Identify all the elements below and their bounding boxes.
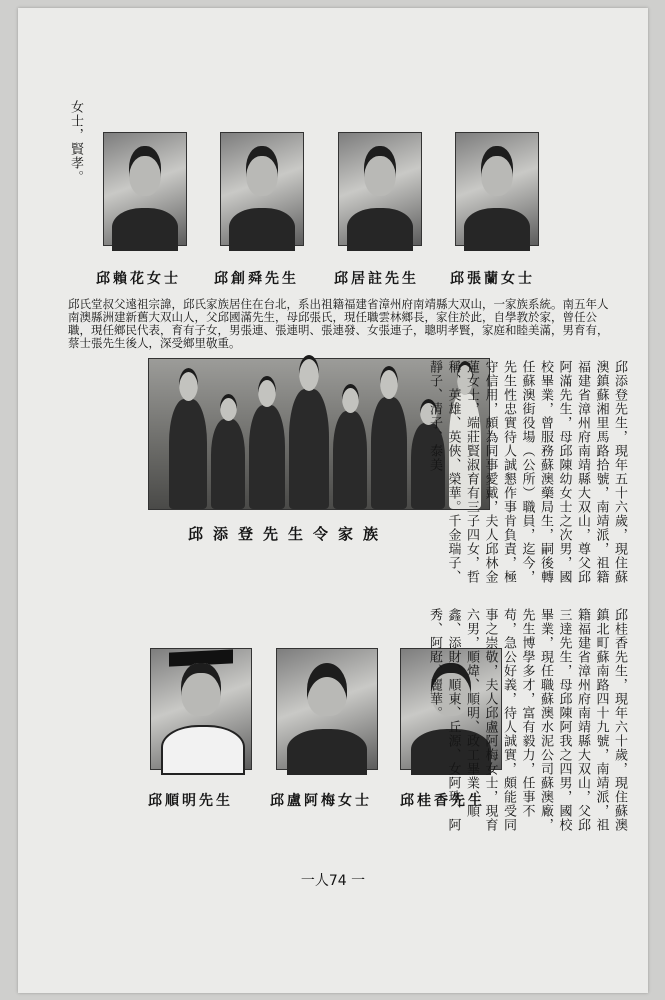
family-caption: 邱添登先生令家族 [188,525,389,543]
portrait-chuang-shun [220,132,304,246]
gui-biography: 邱桂香先生，現年六十歲，現住蘇澳鎮北町蘇南路四十九號，南靖派，祖籍福建省漳州府南靖縣大双山，父邱三達先生，母邱陳阿我之四男，國校畢業，現任職蘇澳水泥公司蘇澳廠，先生博學多才，富有毅力，任事不苟，急公好義，待人誠實，頗能受同事之崇敬，夫人邱盧阿梅女士，現育六男，順煒、順明、政工畢業、順鑫、添財、順東、丘源、女阿珠、阿秀、阿屘、麗華。 [427,608,627,832]
main-biography-text: 邱氏堂叔父遠祖宗諱，邱氏家族居住在台北，系出祖籍福建省漳州府南靖縣大双山，一家族系統。南五年人南澳縣洲建新舊大双山人，父邱國滿先生，母邱張氏，現任職雲林鄉長，家住於此，自學教於家，曾任公職，現任鄉民代表，育有子女，男張連、張連明、張連發、女張連子，聰明孝賢，家庭和睦美滿，男育有，蔡士張先生後人，深受鄉里敬重。 [68,297,609,350]
caption-shun-ming: 邱順明先生 [148,793,233,809]
caption-lu-amei: 邱盧阿梅女士 [270,793,372,809]
caption-lai-hua: 邱賴花女士 [96,271,181,287]
caption-gui-xiang: 邱桂香先生 [400,793,485,809]
caption-ju-zhu: 邱居註先生 [334,271,419,287]
deng-biography: 邱添登先生，現年五十六歲，現住蘇澳鎮蘇湘里馬路拾號，南靖派，祖籍福建省漳州府南靖縣大双山，尊父邱阿滿先生，母邱陳幼女士之次男，國校畢業，曾服務蘇澳藥局生，嗣後轉任蘇澳街役場（公所）職員，迄今，先生性忠實待人誠懇作事肯負責，極守信用，頗為同事愛戴，夫人邱林金蓮女士，端莊賢淑育有三子四女，哲稱、英雄、英俠、榮華。千金瑞子、靜子、清子、泰美 [427,360,627,584]
caption-zhang-lan: 邱張蘭女士 [450,271,535,287]
portrait-ju-zhu [338,132,422,246]
caption-chuang-shun: 邱創舜先生 [214,271,299,287]
page-number: 一人74 一 [300,873,366,889]
genealogy-page [18,8,648,993]
intro-text: 女士，賢孝。 [68,100,83,184]
portrait-lai-hua [103,132,187,246]
portrait-zhang-lan [455,132,539,246]
